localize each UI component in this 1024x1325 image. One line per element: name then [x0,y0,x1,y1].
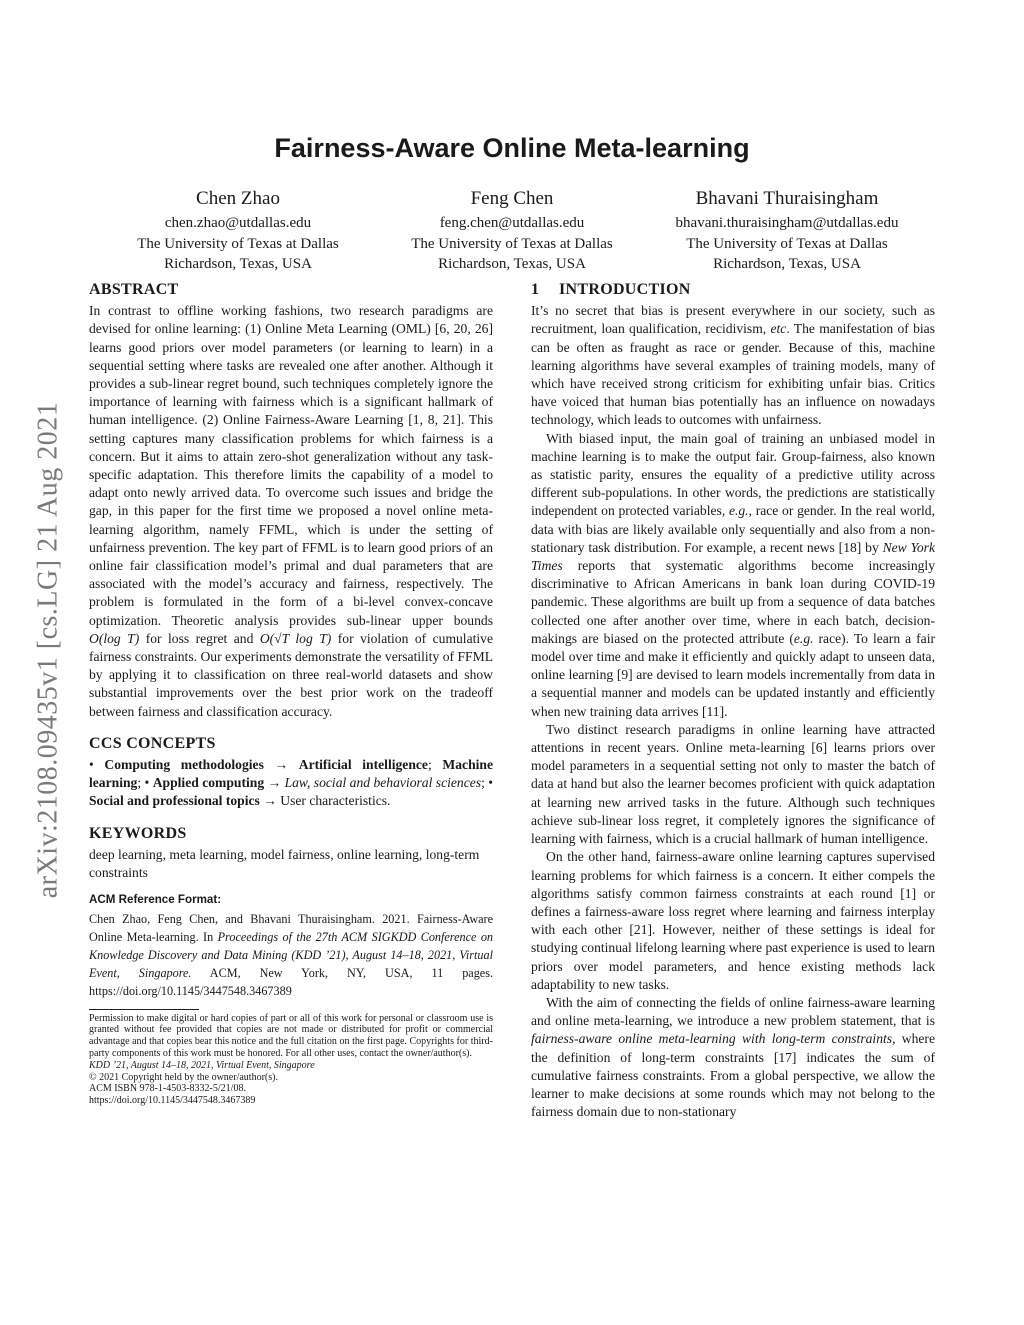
copyright-line: © 2021 Copyright held by the owner/author(s). [89,1071,278,1083]
text-run: With the aim of connecting the fields of online fairness-aware learning and online meta-learning, we introduce a new problem statement, that is [531,994,935,1029]
abstract-text: for violation of cumulative fairness constraints. Our experiments demonstrate the versatility of FFML by applying it to classification on three real-world datasets and show substantial improvements over the best prior work on the tradeoff between fairness and classification accuracy. [89,630,494,719]
arrow-icon: → [267,775,282,791]
intro-paragraph-2 [531,430,935,721]
arxiv-identifier [20,350,76,950]
text-run: . The manifestation of bias can be often as fraught as race or gender. Because of this, machine learning algorithms have several examples of training models, many of which have received strong criticism for exhibiting unfair bias. Critics have voiced that human bias potentially has an influence on nowadays technology, which leads to outcomes with unfairness. [531,321,936,428]
arxiv-id-text: arXiv:2108.09435v1 [cs.LG] 21 Aug 2021 [32,401,64,899]
footnote-block [89,1013,493,1107]
text-run: New York Times [531,539,936,574]
math-sqrt-t-log-t: O(√T log T) [259,630,332,646]
section-number: 1 [531,281,540,298]
abstract-body [89,302,493,721]
math-log-t: O(log T) [89,630,140,646]
author-affiliation: The University of Texas at Dallas [411,235,613,252]
text-run: e.g. [793,630,814,646]
abstract-text: for loss regret and [145,630,254,646]
author-block-2 [362,187,662,275]
section-title: INTRODUCTION [559,281,691,298]
author-email: feng.chen@utdallas.edu [439,215,585,231]
author-location: Richardson, Texas, USA [713,256,861,272]
keywords-heading: KEYWORDS [89,824,187,842]
author-name: Chen Zhao [196,188,280,209]
abstract-text: In contrast to offline working fashions, two research paradigms are devised for online learning: (1) Online Meta Learning (OML) [6, 20, 26] learns good priors over model parameters (or learning to learn) in a sequential setting where tasks are revealed one after another. Although it provides a sub-linear regret bound, such techniques completely ignore the importance of learning with fairness which is a significant hallmark of human intelligence. (2) Online Fairness-Aware Learning [1, 8, 21]. This setting captures many classification problems for which fairness is a concern. But it aims to attain zero-shot generalization without any task-specific adaptation. This therefore limits the capability of a model to adapt onto newly arrived data. To overcome such issues and bridge the gap, in this paper for the first time we proposed a novel online meta-learning algorithm, namely FFML, which is under the setting of unfairness prevention. The key part of FFML is to learn good priors of an online fair classification model’s primal and dual parameters that are associated with the model’s accuracy and fairness, respectively. The problem is formulated in the form of a bi-level convex-concave optimization. Theoretic analysis provides sub-linear upper bounds [89,303,493,628]
acm-reference-heading: ACM Reference Format: [89,893,222,907]
ccs-term: User characteristics. [280,793,391,809]
author-block-3 [637,187,937,275]
intro-paragraph-4: On the other hand, fairness-aware online learning captures supervised learning problems for which fairness is a concern. It either compels the algorithms satisfy common fairness constraints at each round [1] or defines a fairness-aware loss regret where learning and fairness interplay with each other [21]. However, neither of these settings is ideal for studying continual lifelong learning where past experience is used to learn priors over model parameters, and hence existing methods lack adaptability to new tasks. [531,849,935,992]
intro-paragraph-5 [531,994,935,1121]
text-run: With biased input, the main goal of training an unbiased model in machine learning is to make the output fair. Group-fairness, also known as statistic parity, ensures the equality of a predictive utility across different sub-populations. In other words, the predictions are statistically independent on protected variables, [531,430,935,519]
ccs-heading: CCS CONCEPTS [89,734,216,752]
author-email: chen.zhao@utdallas.edu [164,215,312,231]
acm-reference-body [89,910,493,1001]
author-location: Richardson, Texas, USA [438,256,586,272]
ccs-term: Applied computing [152,775,265,791]
arrow-icon: → [274,757,289,773]
isbn-line: ACM ISBN 978-1-4503-8332-5/21/08. [89,1083,246,1095]
doi-line: https://doi.org/10.1145/3447548.3467389 [89,1095,256,1107]
text-run: It’s no secret that bias is present everywhere in our society, such as recruitment, loan qualification, recidivism, [531,303,935,337]
text-run: etc [770,321,787,337]
ccs-term: Social and professional topics [89,793,260,809]
keywords-body: deep learning, meta learning, model fairness, online learning, long-term constraints [89,846,480,881]
left-column [89,281,493,1107]
author-affiliation: The University of Texas at Dallas [686,235,888,252]
author-name: Feng Chen [470,188,554,209]
paper-title: Fairness-Aware Online Meta-learning [274,133,750,163]
text-run: reports that systematic algorithms become increasingly discriminative to African Americans in bank loan during COVID-19 pandemic. These algorithms are built up from a sequence of data batches collected one after another over time, where in each batch, decision-makings are biased on the protected attribute ( [531,558,935,646]
intro-heading [531,281,935,299]
ccs-term: Law, social and behavioral sciences [284,775,482,791]
right-column [531,281,935,1121]
acm-reference-doi: ACM, New York, NY, USA, 11 pages. https://doi.org/10.1145/3447548.3467389 [89,966,493,999]
ccs-body: • Computing methodologies → Artificial intelligence; Machine learning; • Applied computing → Law, social and behavioral sciences; • Social and professional topics → User characteristics. [89,757,494,809]
text-run: , where the definition of long-term constraints [17] indicates the sum of cumulative fairness constraints. From a global perspective, we allow the learner to make decisions at some rounds which may not belong to the fairness domain due to non-stationary [531,1031,935,1120]
author-location: Richardson, Texas, USA [164,256,312,272]
ccs-term: Computing methodologies [104,757,264,773]
abstract-heading: ABSTRACT [89,281,179,298]
author-name: Bhavani Thuraisingham [695,188,879,209]
author-block-1 [88,187,388,275]
intro-paragraph-1 [531,302,935,429]
intro-paragraph-3: Two distinct research paradigms in online learning have attracted attentions in recent years. Online meta-learning [6] learns priors over model parameters in a sequential setting not only to master the batch of data at hand but also the learner becomes proficient with quick adaptation at learning new arrived tasks in the future. Although such techniques achieve sub-linear loss regret, it completely ignores the significance of learning with fairness, which is a crucial hallmark of human intelligence. [531,721,935,847]
text-run: race). To learn a fair model over time and make it efficiently and quickly adapt to unseen data, online learning [9] are devised to learn models incrementally from data in a sequential manner and models can be updated instantly and efficiently when new training data arrives [11]. [531,630,935,719]
ccs-term: Artificial intelligence [298,757,428,773]
permission-notice: Permission to make digital or hard copies of part or all of this work for personal or classroom use is granted without fee provided that copies are not made or distributed for profit or commercial advantage and that copies bear this notice and the full citation on the first page. Copyrights for third-party components of this work must be honored. For all other uses, contact the owner/author(s). [89,1012,493,1059]
author-email: bhavani.thuraisingham@utdallas.edu [675,215,899,231]
text-run: , race or gender. In the real world, data with bias are likely available only sequentially and also from a non-stationary task distribution. For example, a recent news [18] by [531,503,935,555]
conference-line: KDD ’21, August 14–18, 2021, Virtual Event, Singapore [89,1059,315,1071]
acm-reference-venue: Proceedings of the 27th ACM SIGKDD Conference on Knowledge Discovery and Data Mining (KDD ’21), August 14–18, 2021, Virtual Event, Singapore. [89,929,494,981]
text-run: fairness-aware online meta-learning with long-term constraints [531,1031,893,1047]
text-run: e.g. [728,503,749,519]
arrow-icon: → [263,793,277,809]
author-affiliation: The University of Texas at Dallas [137,235,339,252]
footnote-rule [89,1009,199,1010]
acm-reference-text: Chen Zhao, Feng Chen, and Bhavani Thuraisingham. 2021. Fairness-Aware Online Meta-learning. In [89,911,493,944]
ccs-term: Machine learning [89,757,493,791]
